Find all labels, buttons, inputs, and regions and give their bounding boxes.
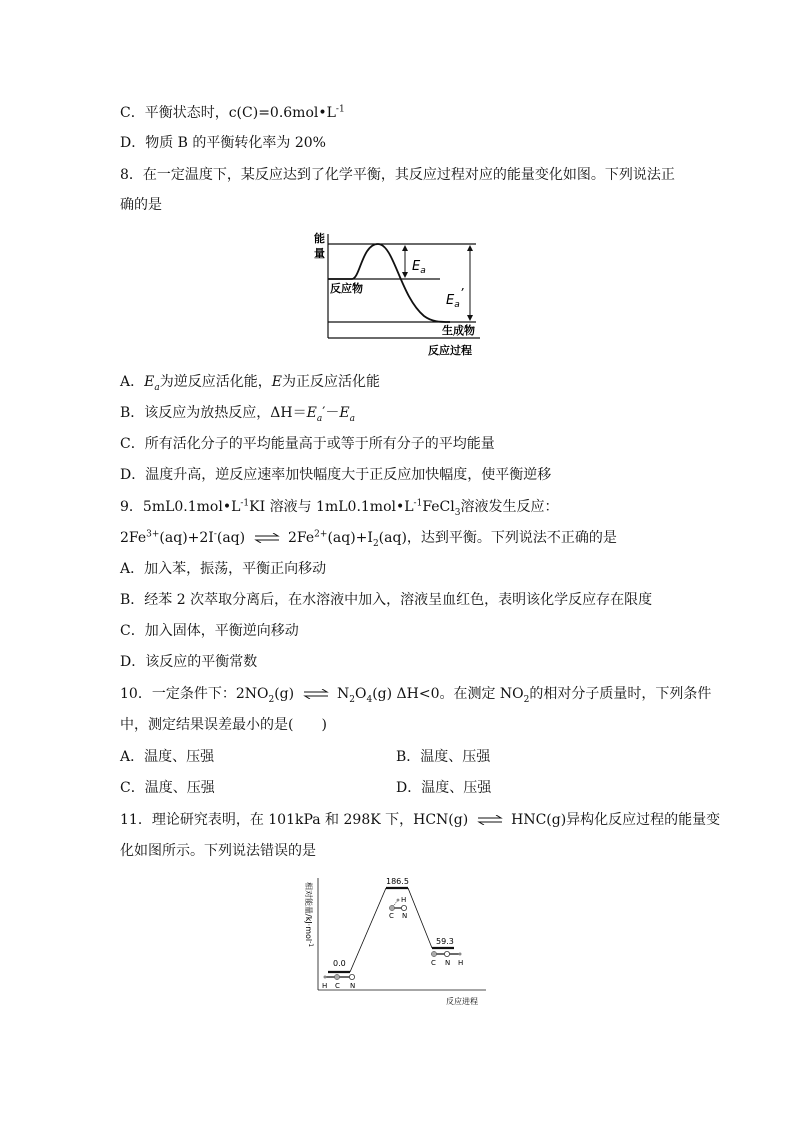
- q9-option-d: D．该反应的平衡常数: [120, 654, 258, 670]
- fig2-value-start: 0.0: [333, 959, 346, 968]
- energy-diagram-1: [300, 226, 490, 360]
- svg-text:C: C: [335, 982, 340, 990]
- hcn-molecule-icon: [322, 974, 355, 990]
- q10-option-b: B．温度、压强: [396, 749, 491, 765]
- equilibrium-arrow-icon: [254, 533, 280, 543]
- q8-option-b: B．该反应为放热反应，$\Delta H=E_a'-E_a$: [120, 405, 356, 424]
- svg-text:H: H: [458, 959, 464, 967]
- q9-option-a: A．加入苯，振荡，平衡正向移动: [120, 561, 327, 577]
- svg-text:C: C: [389, 912, 394, 920]
- q10-option-c: C．温度、压强: [120, 780, 215, 796]
- fig2-connector-2: [408, 888, 432, 948]
- question-9-stem: 9．$5mL0.1mol•L^{-1}KI$ 溶液与 $1mL0.1mol•L^{-1}FeCl_3$溶液发生反应：: [120, 498, 559, 518]
- q9-option-c: C．加入固体，平衡逆向移动: [120, 623, 299, 639]
- svg-text:N: N: [445, 959, 451, 967]
- fig2-xlabel: 反应进程: [446, 997, 478, 1006]
- q9-option-b: B．经苯 2 次萃取分离后，在水溶液中加入，溶液呈血红色，表明该化学反应存在限度: [120, 592, 653, 608]
- question-11-stem: 11．理论研究表明，在 101kPa 和 298K 下，HCN(g) HNC(g)异构化反应过程的能量变: [120, 812, 721, 828]
- svg-text:C: C: [431, 959, 436, 967]
- question-10-stem: 10．一定条件下：$2NO_2(g)$ $N_2O_4(g)$ ΔH<0。在测定 $NO_2$的相对分子质量时，下列条件: [120, 686, 712, 705]
- question-11-stem-cont: 化如图所示。下列说法错误的是: [120, 843, 316, 859]
- fig1-ylabel-char1: 能: [314, 232, 325, 245]
- svg-text:N: N: [402, 912, 408, 920]
- question-8-stem: 8．在一定温度下，某反应达到了化学平衡，其反应过程对应的能量变化如图。下列说法正: [120, 167, 675, 183]
- q8-option-c: C．所有活化分子的平均能量高于或等于所有分子的平均能量: [120, 436, 495, 452]
- q10-option-d: D．温度、压强: [396, 780, 492, 796]
- question-9-equation: $2Fe^{3+}(aq)+2I^-(aq)$ $2Fe^{2+}(aq)+I_2(aq)$，达到平衡。下列说法不正确的是: [120, 529, 617, 549]
- fig1-product-label: 生成物: [442, 324, 475, 337]
- hnc-molecule-icon: [431, 951, 463, 967]
- transition-state-molecule-icon: [389, 896, 407, 920]
- fig2-connector-1: [350, 888, 386, 972]
- fig2-value-end: 59.3: [436, 937, 454, 946]
- equilibrium-arrow-icon: [303, 689, 329, 699]
- question-8-stem-cont: 确的是: [120, 197, 162, 213]
- option-c-q7: C．平衡状态时，$c(C)=0.6mol•L^{-1}$: [120, 104, 345, 121]
- option-d-q7: D．物质 B 的平衡转化率为 20%: [120, 135, 326, 151]
- fig1-xlabel: 反应过程: [428, 344, 472, 357]
- fig1-ea-label: $E_a$: [412, 259, 426, 276]
- fig1-ylabel-char2: 量: [314, 247, 325, 260]
- energy-diagram-2: [296, 872, 496, 1010]
- equilibrium-arrow-icon: [477, 815, 503, 825]
- fig2-value-ts: 186.5: [386, 877, 409, 886]
- svg-text:H: H: [401, 896, 407, 904]
- q8-option-a: A．$E_a$为逆反应活化能，E为正反应活化能: [120, 374, 380, 393]
- q8-option-d: D．温度升高，逆反应速率加快幅度大于正反应加快幅度，使平衡逆移: [120, 467, 552, 483]
- fig2-ylabel: 相对能量/kJ·mol$^{-1}$: [304, 882, 314, 948]
- svg-text:H: H: [322, 982, 328, 990]
- fig1-ea-prime-label: $E_a$’: [446, 286, 464, 310]
- question-10-stem-cont: 中，测定结果误差最小的是( ): [120, 717, 327, 733]
- svg-text:N: N: [350, 982, 356, 990]
- q10-option-a: A．温度、压强: [120, 749, 215, 765]
- fig1-reactant-label: 反应物: [330, 282, 363, 295]
